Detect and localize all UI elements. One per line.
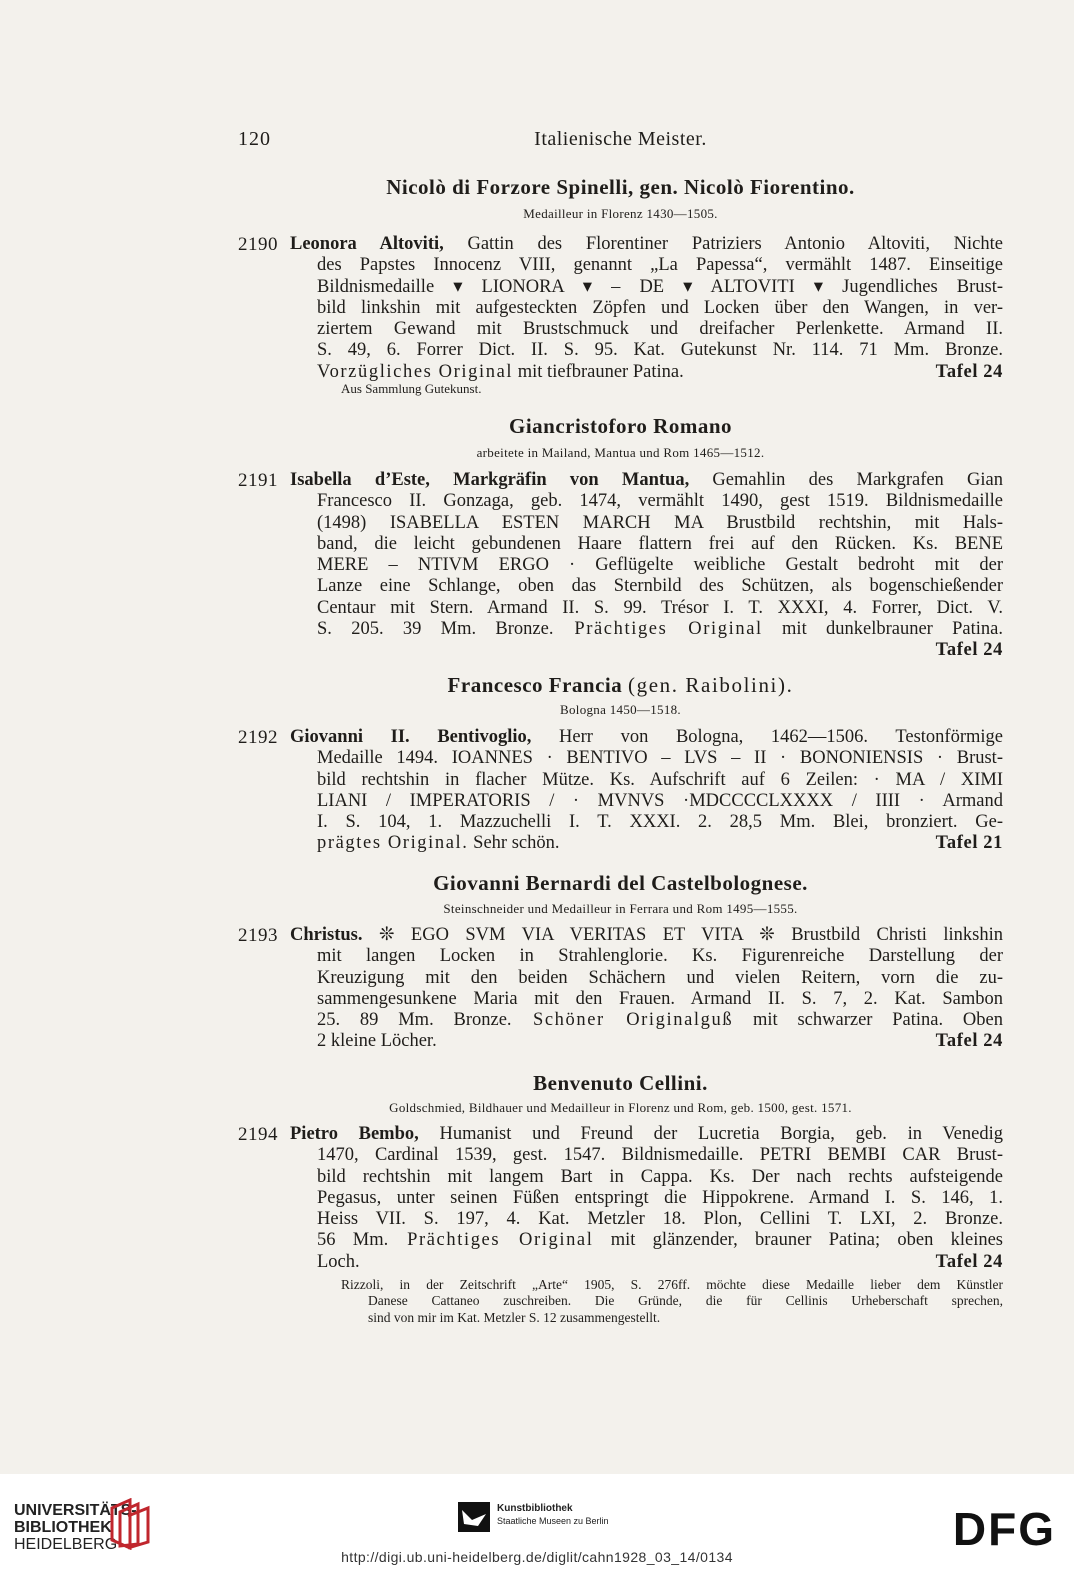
entry-line: Medaille 1494. IOANNES · BENTIVO – LVS – II · BONONIENSIS · Brust- [317,748,1003,769]
entry-line: 2 kleine Löcher. Tafel 24 [317,1031,1003,1052]
catalog-entry-2193 [238,925,1003,1053]
section-subtitle: Bologna 1450—1518. [560,702,681,717]
entry-line: Leonora Altoviti, Gattin des Florentiner Patriziers Antonio Altoviti, Nichte [290,234,1003,254]
catalog-entry-2191 [238,470,1003,662]
entry-line: Pietro Bembo, Humanist und Freund der Lucretia Borgia, geb. in Venedig [290,1124,1003,1144]
entry-line: Loch. Tafel 24 [317,1251,1003,1272]
tafel-reference: Tafel 21 [935,833,1003,854]
entry-line: 1470, Cardinal 1539, gest. 1547. Bildnismedaille. PETRI BEMBI CAR Brust- [317,1145,1003,1166]
catalog-entry-2194 [238,1124,1003,1273]
section-subtitle: Goldschmied, Bildhauer und Medailleur in Florenz und Rom, geb. 1500, gest. 1571. [389,1100,852,1115]
entry-line: Centaur mit Stern. Armand II. S. 99. Trésor I. T. XXXI, 4. Forrer, Dict. V. [317,597,1003,618]
tafel-reference: Tafel 24 [935,1251,1003,1272]
provenance-note: Aus Sammlung Gutekunst. [341,381,482,396]
entry-line: bild linkshin mit aufgesteckten Zöpfen und Locken über den Wangen, in ver- [317,297,1003,318]
tafel-line [238,640,1003,661]
section-title: Benvenuto Cellini. [533,1071,708,1095]
section-subtitle: Steinschneider und Medailleur in Ferrara und Rom 1495—1555. [443,901,798,916]
section-title: Giovanni Bernardi del Castelbolognese. [433,871,808,895]
tafel-reference: Tafel 24 [935,361,1003,382]
catalog-entry-2190 [238,234,1003,383]
entry-line: I. S. 104, 1. Mazzuchelli I. T. XXXI. 2. 28,5 Mm. Blei, bronziert. Ge- [317,812,1003,833]
entry-number: 2194 [238,1124,278,1145]
entry-line: Christus. ❊ EGO SVM VIA VERITAS ET VITA ❊ Brustbild Christi linkshin [290,925,1003,945]
section-subtitle: arbeitete in Mailand, Mantua und Rom 1465—1512. [476,445,765,460]
catalog-entry-2192 [238,727,1003,855]
section-title: Nicolò di Forzore Spinelli, gen. Nicolò Fiorentino. [386,175,855,199]
entry-line: LIANI / IMPERATORIS / · MVNVS ·MDCCCCLXXXX / IIII · Armand [317,790,1003,811]
entry-number: 2191 [238,470,278,491]
entry-line: Heiss VII. S. 197, 4. Kat. Metzler 18. Plon, Cellini T. LXI, 2. Bronze. [317,1209,1003,1230]
footnote-line: Danese Cattaneo zuschreiben. Die Gründe, die für Cellinis Urheberschaft sprechen, [368,1293,1003,1309]
footnote-line: sind von mir im Kat. Metzler S. 12 zusammengestellt. [368,1309,661,1325]
entry-number: 2193 [238,925,278,946]
university-library-name: UNIVERSITÄTS- BIBLIOTHEK HEIDELBERG [14,1502,137,1553]
entry-line: Pegasus, unter seinen Füßen entspringt die Hippokrene. Armand I. S. 146, 1. [317,1187,1003,1208]
entry-line: S. 49, 6. Forrer Dict. II. S. 95. Kat. Gutekunst Nr. 114. 71 Mm. Bronze. [317,340,1003,361]
running-title: Italienische Meister. [534,128,707,150]
footnote [341,1277,1003,1326]
entry-line: MERE – NTIVM ERGO · Geflügelte weibliche Gestalt bedroht mit der [317,555,1003,576]
entry-line: bild rechtshin mit langem Bart in Cappa. Ks. Der nach rechts aufsteigende [317,1166,1003,1187]
entry-line: sammengesunkene Maria mit den Frauen. Armand II. S. 7, 2. Kat. Sambon [317,988,1003,1009]
entry-line: Lanze eine Schlange, oben das Sternbild des Schützen, als bogenschießender [317,576,1003,597]
section-subtitle: Medailleur in Florenz 1430—1505. [523,206,718,221]
footer-bar [0,1474,1074,1571]
entry-number: 2190 [238,234,278,255]
section-title: Giancristoforo Romano [508,414,732,438]
kunstbibliothek-name: Kunstbibliothek Staatliche Museen zu Berlin [497,1503,609,1526]
entry-line: ziertem Gewand mit Brustschmuck und dreifacher Perlenkette. Armand II. [317,319,1003,340]
entry-line: band, die leicht gebundenen Haare flattern frei auf den Rücken. Ks. BENE [317,533,1003,554]
entry-line: prägtes Original. Sehr schön. Tafel 21 [317,833,1003,854]
entry-line: Vorzügliches Original mit tiefbrauner Patina. Tafel 24 [317,361,1003,382]
entry-line: des Papstes Innocenz VIII, genannt „La Papessa“, vermählt 1487. Einseitige [317,255,1003,276]
tafel-reference: Tafel 24 [935,640,1003,661]
dfg-logo[interactable]: DFG [952,1503,1056,1555]
entry-line: Giovanni II. Bentivoglio, Herr von Bologna, 1462—1506. Testonförmige [290,727,1003,747]
university-logo-icon[interactable] [108,1498,152,1550]
section-title: Francesco Francia (gen. Raibolini). [447,673,794,697]
tafel-reference: Tafel 24 [935,1031,1003,1052]
entry-line: Kreuzigung mit den beiden Schächern und vielen Reitern, vorn die zu- [317,967,1003,988]
entry-line: 25. 89 Mm. Bronze. Schöner Originalguß mit schwarzer Patina. Oben [317,1010,1003,1031]
entry-line: mit langen Locken in Strahlenglorie. Ks. Figurenreiche Darstellung der [317,946,1003,967]
entry-line: 56 Mm. Prächtiges Original mit glänzender, brauner Patina; oben kleines [317,1230,1003,1251]
running-head [238,128,1003,156]
entry-line: Francesco II. Gonzaga, geb. 1474, vermählt 1490, gest 1519. Bildnismedaille [317,491,1003,512]
entry-line: Bildnismedaille ▾ LIONORA ▾ – DE ▾ ALTOVITI ▾ Jugendliches Brust- [317,276,1003,297]
entry-number: 2192 [238,727,278,748]
permalink-url[interactable]: http://digi.ub.uni-heidelberg.de/diglit/cahn1928_03_14/0134 [341,1549,733,1565]
footnote-line: Rizzoli, in der Zeitschrift „Arte“ 1905, S. 276ff. möchte diese Medaille lieber dem Künstler [341,1277,1003,1292]
entry-line: (1498) ISABELLA ESTEN MARCH MA Brustbild rechtshin, mit Hals- [317,512,1003,533]
page-number: 120 [238,128,271,150]
kunstbibliothek-logo-icon[interactable] [458,1502,490,1532]
entry-line: Isabella d’Este, Markgräfin von Mantua, Gemahlin des Markgrafen Gian [290,470,1003,490]
entry-line: S. 205. 39 Mm. Bronze. Prächtiges Original mit dunkelbrauner Patina. [317,619,1003,640]
entry-line: bild rechtshin in flacher Mütze. Ks. Aufschrift auf 6 Zeilen: · MA / XIMI [317,769,1003,790]
